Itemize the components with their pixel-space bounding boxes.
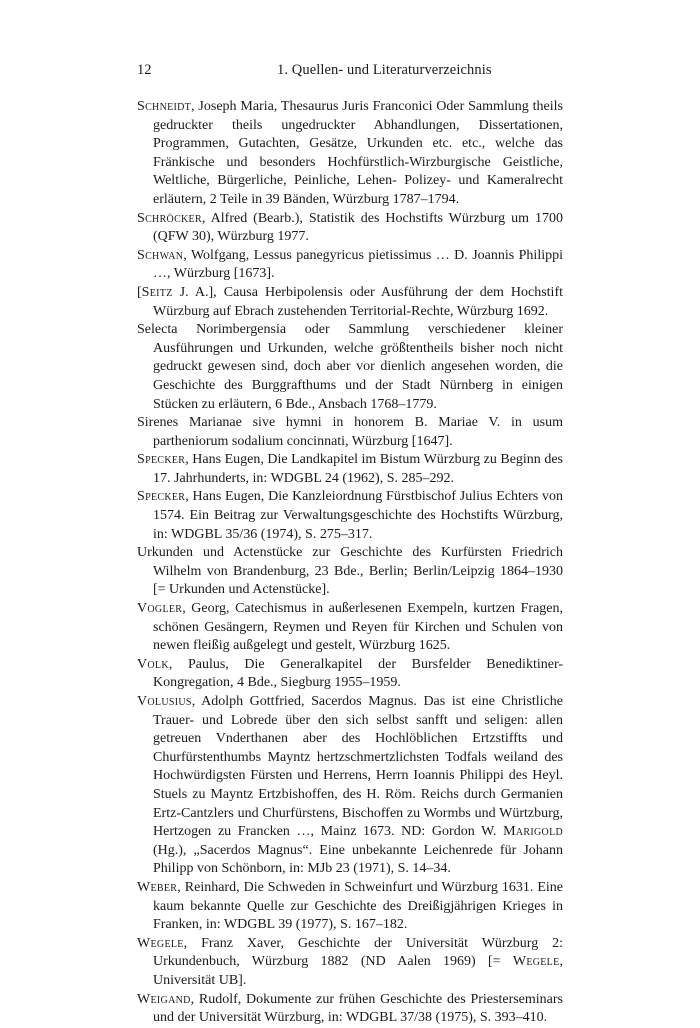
bibliography-entry xyxy=(137,656,563,693)
entry-author: Volusius xyxy=(137,694,192,709)
entry-author: Weber xyxy=(137,879,178,895)
bibliography-entry xyxy=(137,991,563,1028)
entry-author: Wegele xyxy=(137,935,184,951)
bibliography-entry xyxy=(137,247,563,284)
bibliography-entry xyxy=(137,544,563,600)
entry-author: Specker xyxy=(137,489,186,505)
entry-author: Vogler xyxy=(137,601,183,617)
entry-author: Weigand xyxy=(137,991,191,1007)
entry-author: Volk xyxy=(137,656,169,672)
bibliography-entry xyxy=(137,414,563,451)
entry-text: J. A.], Causa Herbipolensis oder Ausführung der dem Hochstift Würzburg auf Ebrach zustehenden Territorial-Rechte, Würzburg 1692. xyxy=(153,284,563,319)
bibliography-entry xyxy=(137,935,563,991)
entry-text: Urkunden und Actenstücke zur Geschichte des Kurfürsten Friedrich Wilhelm von Brandenburg, 23 Bde., Berlin; Berlin/Leipzig 1864–1930 [= Urkunden und Actenstücke]. xyxy=(137,545,563,598)
entry-author: Schwan xyxy=(137,247,184,263)
entry-text: Selecta Norimbergensia oder Sammlung verschiedener kleiner Ausführungen und Urkunden, welche größtentheils bisher noch nicht gedruckt gewesen sind, doch aber vor dienlich angesehen worden, die Geschichte des Burggrafthums und der Stadt Nürnberg in einigen Stücken zu erläutern, 6 Bde., Ansbach 1768–1779. xyxy=(137,322,563,412)
page-number: 12 xyxy=(137,62,152,78)
bibliography-entry xyxy=(137,321,563,414)
entry-text: , Joseph Maria, Thesaurus Juris Franconici Oder Sammlung theils gedruckter theils ungedruckter Abhandlungen, Dissertationen, Programmen, Gutachten, Gesätze, Urkunden etc. etc., welche das Fränkische und besonders Hochfürstlich-Wirzburgische Geistliche, Weltliche, Bürgerliche, Peinliche, Lehen- Polizey- und Kameralrecht erläutern, 2 Teile in 39 Bänden, Würzburg 1787–1794. xyxy=(153,99,563,207)
entry-text: , Adolph Gottfried, Sacerdos Magnus. Das ist eine Christliche Trauer- und Lobrede über den sich selbst sanfft und seligen: allen getreuen Vnderthanen aber des Hochlöblichen Ertzstiffts und Churfürstenthumbs Mayntz hertzschmertzlichsten Todfals weiland des Hochwürdigsten Fürsten und Herrens, Herrn Ioannis Philippi des Heyl. Stuels zu Mayntz Ertzbishoffen, des H. Röm. Reichs durch Germanien Ertz-Cantzlers und Churfürstens, Bischoffen zu Wormbs und Würtzburg, Hertzogen zu Francken …, Mainz 1673. ND: Gordon W. xyxy=(153,694,563,840)
bibliography-entry xyxy=(137,600,563,656)
entry-author-secondary: Marigold xyxy=(503,824,563,840)
bibliography-entry xyxy=(137,693,563,879)
entry-text: , Franz Xaver, Geschichte der Universität Würzburg 2: Urkundenbuch, Würzburg 1882 (ND Aalen 1969) [= xyxy=(153,935,563,970)
entry-text: , Rudolf, Dokumente zur frühen Geschichte des Priesterseminars und der Universität Würzburg, in: WDGBL 37/38 (1975), S. 393–410. xyxy=(153,991,563,1026)
entry-text: , Georg, Catechismus in außerlesenen Exempeln, kurtzen Fragen, schönen Gesängern, Reymen und Reyen für Kirchen und Schulen von newen fleißig außgelegt und gestelt, Würzburg 1625. xyxy=(153,601,563,654)
entry-author: Specker xyxy=(137,452,186,468)
entry-text-continued: (Hg.), „Sacerdos Magnus“. Eine unbekannte Leichenrede für Johann Philipp von Schönborn, in: MJb 23 (1971), S. 14–34. xyxy=(153,842,563,877)
bibliography-entry xyxy=(137,879,563,935)
entry-prefix: [ xyxy=(137,284,142,300)
entry-text: Sirenes Marianae sive hymni in honorem B. Mariae V. in usum partheniorum sodalium concinnati, Würzburg [1647]. xyxy=(137,415,563,449)
entry-text: , Paulus, Die Generalkapitel der Bursfelder Benediktiner-Kongregation, 4 Bde., Siegburg 1955–1959. xyxy=(153,656,563,691)
entry-author-secondary: Wegele xyxy=(512,954,560,970)
bibliography-entry xyxy=(137,451,563,488)
section-title: 1. Quellen- und Literaturverzeichnis xyxy=(277,62,492,78)
entry-author: Schneidt xyxy=(137,99,192,114)
bibliography-entry xyxy=(137,98,563,210)
entry-text: , Hans Eugen, Die Landkapitel im Bistum Würzburg zu Beginn des 17. Jahrhunderts, in: WDGBL 24 (1962), S. 285–292. xyxy=(153,452,563,486)
bibliography-entry xyxy=(137,488,563,544)
entry-text: , Reinhard, Die Schweden in Schweinfurt und Würzburg 1631. Eine kaum bekannte Quelle zur Geschichte des Dreißigjährigen Krieges in Franken, in: WDGBL 39 (1977), S. 167–182. xyxy=(153,879,563,933)
running-head xyxy=(137,62,560,84)
entry-text-continued: , Universität UB]. xyxy=(153,954,563,988)
entry-text: , Alfred (Bearb.), Statistik des Hochstifts Würzburg um 1700 (QFW 30), Würzburg 1977. xyxy=(153,210,563,245)
entry-text: , Hans Eugen, Die Kanzleiordnung Fürstbischof Julius Echters von 1574. Ein Beitrag zur Verwaltungsgeschichte des Hochstifts Würzburg, in: WDGBL 35/36 (1974), S. 275–317. xyxy=(153,489,563,542)
entry-author: Seitz xyxy=(141,284,173,300)
bibliography-entry xyxy=(137,284,563,321)
entry-text: , Wolfgang, Lessus panegyricus pietissimus … D. Joannis Philippi …, Würzburg [1673]. xyxy=(153,247,563,282)
bibliography-entry xyxy=(137,210,563,247)
entry-author: Schröcker xyxy=(137,210,202,226)
bibliography-list xyxy=(137,98,563,1028)
